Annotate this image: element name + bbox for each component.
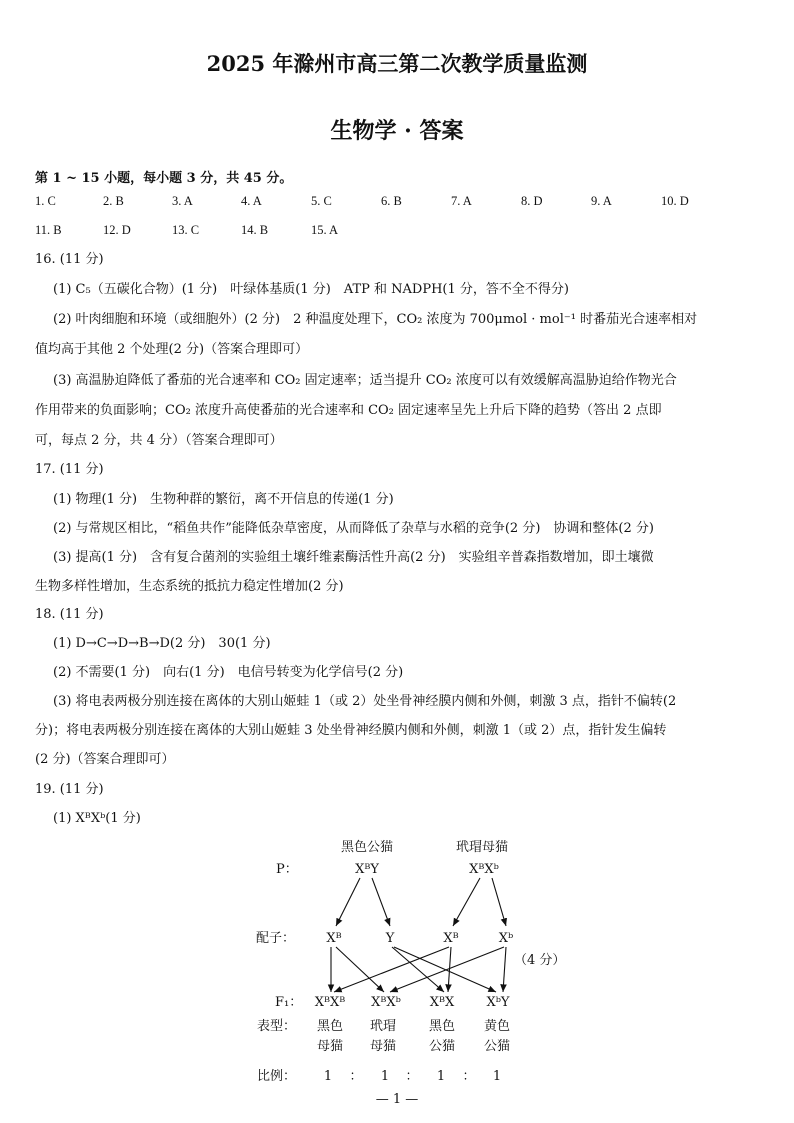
mc-answer: 15. A	[311, 223, 339, 237]
mc-answer: 3. A	[172, 194, 193, 208]
phenotype: 黑色	[428, 1019, 456, 1034]
phenotype: 母猫	[369, 1039, 397, 1054]
parent-label-male: 黑色公猫	[340, 840, 394, 855]
answer-line: (3) 提高(1 分) 含有复合菌剂的实验组土壤纤维素酶活性升高(2 分) 实验组辛普森指数增加，即土壤微	[53, 550, 654, 565]
phenotype: 黑色	[316, 1019, 344, 1034]
parent-male-genotype: XᴮY	[355, 862, 379, 877]
answer-line: (1) C₅（五碳化合物）(1 分) 叶绿体基质(1 分) ATP 和 NADPH(1 分，答不全不得分)	[53, 282, 569, 297]
p-label: P：	[276, 862, 298, 877]
ratio-value: 1	[380, 1069, 390, 1084]
gamete-label: 配子：	[256, 931, 296, 946]
answer-line: 16. (11 分)	[35, 252, 104, 267]
f1-genotype: XᴮX	[429, 995, 455, 1010]
page-number: — 1 —	[375, 1092, 419, 1107]
gamete: Y	[385, 931, 395, 946]
document-subtitle: 生物学 · 答案	[330, 118, 464, 144]
mc-answer: 1. C	[35, 194, 56, 208]
answer-line: (2) 与常规区相比，“稻鱼共作”能降低杂草密度，从而降低了杂草与水稻的竞争(2 分) 协调和整体(2 分)	[53, 521, 654, 536]
answer-line: 17. (11 分)	[35, 462, 104, 477]
answer-line: (2 分)（答案合理即可）	[35, 752, 175, 767]
answer-line: (2) 叶肉细胞和环境（或细胞外）(2 分) 2 种温度处理下，CO₂ 浓度为 700μmol · mol⁻¹ 时番茄光合速率相对	[53, 312, 698, 327]
mc-answer: 2. B	[103, 194, 124, 208]
phenotype: 黄色	[483, 1019, 511, 1034]
ratio-separator: ：	[405, 1069, 419, 1084]
mc-answer: 11. B	[35, 223, 62, 237]
arrow	[336, 947, 384, 992]
answer-line: 可，每点 2 分，共 4 分）（答案合理即可）	[35, 433, 283, 448]
answer-line: (3) 将电表两极分别连接在离体的大别山姬蛙 1（或 2）处坐骨神经膜内侧和外侧，刺激 3 点，指针不偏转(2	[53, 694, 677, 709]
answer-line: (1) XᴮXᵇ(1 分)	[53, 811, 141, 826]
arrow	[336, 878, 360, 926]
mc-answer: 9. A	[591, 194, 612, 208]
answer-line: 生物多样性增加，生态系统的抵抗力稳定性增加(2 分)	[35, 579, 344, 594]
arrow	[492, 878, 506, 926]
answer-line: 18. (11 分)	[35, 607, 104, 622]
ratio-value: 1	[323, 1069, 333, 1084]
f1-genotype: XᴮXᴮ	[314, 995, 346, 1010]
mc-answer: 14. B	[241, 223, 269, 237]
mc-answer: 10. D	[661, 194, 689, 208]
document-title: 2025 年滁州市高三第二次教学质量监测	[206, 51, 588, 76]
arrow	[334, 947, 449, 992]
answer-line: 分)；将电表两极分别连接在离体的大别山姬蛙 3 处坐骨神经膜内侧和外侧，刺激 1（或 2）点，指针发生偏转	[35, 723, 667, 738]
answer-line: (1) 物理(1 分) 生物种群的繁衍，离不开信息的传递(1 分)	[53, 492, 394, 507]
parent-female-genotype: XᴮXᵇ	[469, 862, 499, 877]
answer-line: (2) 不需要(1 分) 向右(1 分) 电信号转变为化学信号(2 分)	[53, 665, 404, 680]
arrow	[392, 947, 444, 992]
mc-answer: 13. C	[172, 223, 200, 237]
answer-line: 19. (11 分)	[35, 782, 104, 797]
ratio-separator: ：	[462, 1069, 476, 1084]
phenotype: 公猫	[483, 1039, 511, 1054]
ratio-label: 比例：	[257, 1069, 297, 1084]
mc-answer: 4. A	[241, 194, 262, 208]
arrow	[503, 947, 506, 992]
parent-label-female: 玳瑁母猫	[455, 840, 509, 855]
gamete: Xᴮ	[326, 931, 342, 946]
answer-line: 作用带来的负面影响；CO₂ 浓度升高使番茄的光合速率和 CO₂ 固定速率呈先上升后下降的趋势（答出 2 点即	[35, 403, 662, 418]
section-header: 第 1 ~ 15 小题，每小题 3 分，共 45 分。	[35, 171, 293, 186]
f1-genotype: XᵇY	[486, 995, 510, 1010]
f1-genotype: XᴮXᵇ	[371, 995, 401, 1010]
ratio-value: 1	[492, 1069, 502, 1084]
mc-answer: 12. D	[103, 223, 131, 237]
answer-line: 值均高于其他 2 个处理(2 分)（答案合理即可）	[35, 342, 309, 357]
phenotype: 公猫	[428, 1039, 456, 1054]
answer-line: (3) 高温胁迫降低了番茄的光合速率和 CO₂ 固定速率；适当提升 CO₂ 浓度可以有效缓解高温胁迫给作物光合	[53, 373, 677, 388]
arrow	[453, 878, 480, 926]
mc-answer: 8. D	[521, 194, 543, 208]
arrow	[372, 878, 390, 926]
arrow	[394, 947, 496, 992]
f1-label: F₁：	[275, 995, 303, 1010]
gamete: Xᴮ	[443, 931, 459, 946]
phenotype-label: 表型：	[257, 1019, 297, 1034]
mc-answer: 5. C	[311, 194, 332, 208]
diagram-score: （4 分）	[514, 953, 566, 968]
ratio-separator: ：	[349, 1069, 363, 1084]
phenotype: 玳瑁	[369, 1019, 397, 1034]
mc-answer: 6. B	[381, 194, 402, 208]
phenotype: 母猫	[316, 1039, 344, 1054]
answer-line: (1) D→C→D→B→D(2 分) 30(1 分)	[53, 636, 271, 651]
ratio-value: 1	[436, 1069, 446, 1084]
arrow	[390, 947, 504, 992]
gamete: Xᵇ	[498, 931, 514, 946]
mc-answer: 7. A	[451, 194, 472, 208]
